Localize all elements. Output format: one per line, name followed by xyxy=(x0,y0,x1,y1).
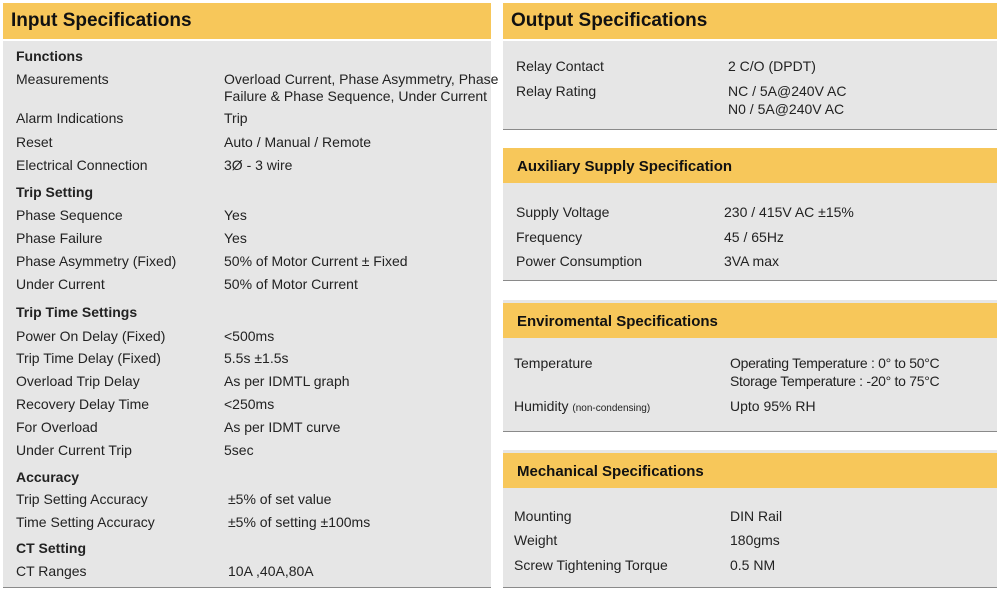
spec-label: For Overload xyxy=(16,419,98,435)
spec-value: 180gms xyxy=(730,532,780,548)
output-spec-title: Output Specifications xyxy=(503,3,997,41)
spec-label: Screw Tightening Torque xyxy=(514,557,668,573)
spec-value: 50% of Motor Current ± Fixed xyxy=(224,253,408,269)
spec-value: <500ms xyxy=(224,328,275,344)
spec-value: 2 C/O (DPDT) xyxy=(728,58,816,74)
spec-label: Relay Rating xyxy=(516,83,597,99)
spec-label: Measurements xyxy=(16,71,109,87)
spec-label: Reset xyxy=(16,134,53,150)
spec-label: Relay Contact xyxy=(516,58,604,74)
humidity-label: Humidity xyxy=(514,398,569,414)
spec-value: Yes xyxy=(224,207,247,223)
spec-label: Power On Delay (Fixed) xyxy=(16,328,166,344)
spec-label: Mounting xyxy=(514,508,572,524)
spec-value: NC / 5A@240V AC xyxy=(728,83,847,99)
spec-label: Alarm Indications xyxy=(16,110,124,126)
spec-value: 0.5 NM xyxy=(730,557,776,573)
trip-setting-heading: Trip Setting xyxy=(16,184,93,200)
spec-label: Trip Time Delay (Fixed) xyxy=(16,350,161,366)
spec-value-line2: Storage Temperature : -20° to 75°C xyxy=(730,373,940,389)
spec-label: Trip Setting Accuracy xyxy=(16,491,148,507)
input-spec-title: Input Specifications xyxy=(3,3,491,41)
spec-value: 5sec xyxy=(224,442,254,458)
spec-label: Electrical Connection xyxy=(16,157,148,173)
spec-value: 5.5s ±1.5s xyxy=(224,350,289,366)
spec-value-line2: Failure & Phase Sequence, Under Current xyxy=(224,88,488,104)
spec-label: Power Consumption xyxy=(516,253,643,269)
humidity-note: (non-condensing) xyxy=(572,403,651,414)
spec-value: 45 / 65Hz xyxy=(724,229,784,245)
spec-value: ±5% of setting ±100ms xyxy=(228,514,371,530)
spec-value: Trip xyxy=(224,110,248,126)
spec-value: 230 / 415V AC ±15% xyxy=(724,204,854,220)
auxiliary-spec-title: Auxiliary Supply Specification xyxy=(503,148,997,183)
spec-value: <250ms xyxy=(224,396,275,412)
spec-label: Supply Voltage xyxy=(516,204,610,220)
spec-value: Operating Temperature : 0° to 50°C xyxy=(730,355,940,371)
spec-label: Under Current Trip xyxy=(16,442,132,458)
trip-time-settings-heading: Trip Time Settings xyxy=(16,304,138,320)
spec-value: Upto 95% RH xyxy=(730,398,816,414)
spec-value: As per IDMTL graph xyxy=(224,373,350,389)
spec-value: DIN Rail xyxy=(730,508,783,524)
spec-value: As per IDMT curve xyxy=(224,419,341,435)
spec-value: 10A ,40A,80A xyxy=(228,563,314,579)
functions-heading: Functions xyxy=(16,48,83,64)
spec-label: Phase Sequence xyxy=(16,207,123,223)
spec-label: Overload Trip Delay xyxy=(16,373,140,389)
spec-value: 50% of Motor Current xyxy=(224,276,358,292)
environmental-spec-title: Enviromental Specifications xyxy=(503,303,997,338)
spec-label: Time Setting Accuracy xyxy=(16,514,155,530)
spec-label: CT Ranges xyxy=(16,563,87,579)
spec-value: 3Ø - 3 wire xyxy=(224,157,293,173)
spec-label: Temperature xyxy=(514,355,593,371)
spec-label: Phase Asymmetry (Fixed) xyxy=(16,253,177,269)
spec-label: Recovery Delay Time xyxy=(16,396,150,412)
spec-value: 3VA max xyxy=(724,253,779,269)
spec-value: Auto / Manual / Remote xyxy=(224,134,372,150)
spec-label: Under Current xyxy=(16,276,105,292)
spec-value: ±5% of set value xyxy=(228,491,332,507)
spec-value: Yes xyxy=(224,230,247,246)
accuracy-heading: Accuracy xyxy=(16,469,80,485)
spec-label xyxy=(514,398,650,418)
spec-value-line2: N0 / 5A@240V AC xyxy=(728,101,845,117)
spec-label: Weight xyxy=(514,532,558,548)
mechanical-spec-title: Mechanical Specifications xyxy=(503,453,997,488)
spec-label: Phase Failure xyxy=(16,230,103,246)
spec-label: Frequency xyxy=(516,229,583,245)
spec-value: Overload Current, Phase Asymmetry, Phase xyxy=(224,71,499,87)
ct-setting-heading: CT Setting xyxy=(16,540,86,556)
